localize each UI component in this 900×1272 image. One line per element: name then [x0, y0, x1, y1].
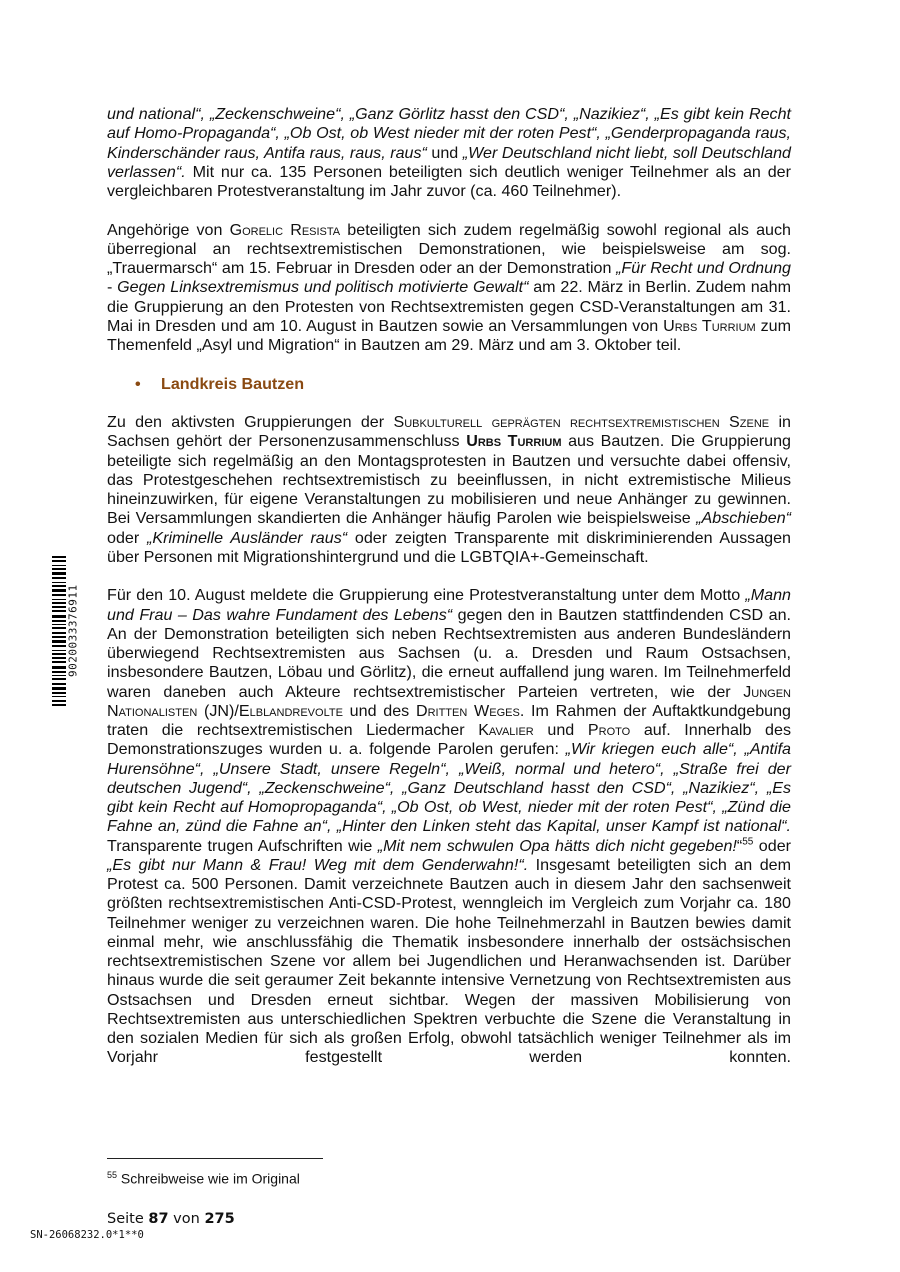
footnote-number: 55	[107, 1170, 118, 1180]
quote-text: Gegen Linksextremismus und politisch motivierte Gewalt“	[117, 278, 529, 297]
scene-name: Subkulturell geprägten rechtsextremistischen Szene	[393, 413, 770, 431]
text-run: (JN)/	[197, 701, 239, 720]
text-run: Zu den aktivsten Gruppierungen der	[107, 413, 394, 431]
page-prefix: Seite	[107, 1211, 149, 1227]
barcode-digits: 9020033376911	[66, 584, 80, 678]
barcode	[52, 556, 66, 706]
text-run: gegen den in Bautzen stattfindenden CSD an. An der Demonstration beteiligten sich neben Rechtsextremisten aus anderen Bundesländern überwiegend Rechtsextremisten aus Sachsen (u. a. Dresden und Raum Ostsachsen, insbesondere Bautzen, Löbau und Görlitz), die erneut auffallend jung waren. Im Teilnehmerfeld waren daneben auch Akteure rechtsextremistischer Parteien vertreten, wie der	[107, 605, 791, 701]
text-run: oder	[107, 528, 147, 547]
section-heading-label: Landkreis Bautzen	[161, 374, 305, 393]
section-heading	[107, 375, 791, 394]
quote-text: „Mit nem schwulen Opa hätts dich nicht gegeben!	[377, 836, 737, 855]
person-name: Kavalier	[478, 721, 534, 739]
text-run: auf. Innerhalb des Demonstrationszuges wurden u. a. folgende Parolen gerufen:	[107, 721, 791, 759]
current-page: 87	[148, 1211, 169, 1227]
text-run: am 22. März in Berlin. Zudem nahm die Gruppierung an den Protesten von Rechtsextremisten gegen CSD-Veranstaltungen am 31. Mai in Dresden und am 10. August in Bautzen sowie an Versammlungen von	[107, 278, 791, 335]
text-run: und	[533, 721, 588, 739]
text-run: und	[426, 143, 463, 162]
quote-text: „Wer Deutschland nicht liebt, soll Deutschland verlassen“.	[107, 143, 791, 181]
text-run: Angehörige von	[107, 220, 230, 239]
text-run: beteiligten sich zudem regelmäßig sowohl regional als auch überregional an rechtsextremistischen Demonstrationen, wie beispielsweise am sog. „Trauermarsch“ am 15. Februar in Dresden oder an der Demonstration	[107, 220, 791, 277]
text-run: oder zeigten Transparente mit diskriminierenden Aussagen über Personen mit Migrationshintergrund und die LGBTQIA+-Gemeinschaft.	[107, 528, 791, 566]
paragraph-1	[107, 105, 791, 201]
quote-text: „Für Recht und Ordnung	[616, 259, 791, 277]
quote-text: „Kriminelle Ausländer raus“	[147, 528, 348, 547]
serial-number: SN-26068232.0*1**0	[30, 1229, 144, 1241]
text-run: . Im Rahmen der Auftaktkundgebung traten die rechtsextremistischen Liedermacher	[107, 701, 791, 739]
text-run: Insgesamt beteiligten sich an dem Protest ca. 500 Personen. Damit verzeichnete Bautzen auch in diesem Jahr den sachsenweit größten rechtsextremistischen Anti-CSD-Protest, wenngleich im Vergleich zum Vorjahr ca. 180 Teilnehmer weniger zu verzeichnen waren. Die hohe Teilnehmerzahl in Bautzen bewies damit einmal mehr, wie anschlussfähig die Thematik insbesondere innerhalb der ostsächsischen rechtsextremistischen Szene vor allem bei Jugendlichen und Heranwachsenden ist. Darüber hinaus wurde die seit geraumer Zeit bekannte intensive Vernetzung von Rechtsextremisten aus Ostsachsen und Dresden erneut sichtbar. Wegen der massiven Mobilisierung von Rechtsextremisten aus unterschiedlichen Spektren verbuchte die Szene die Veranstaltung in den sozialen Medien für sich als großen Erfolg, obwohl tatsächlich weniger Teilnehmer als im Vorjahr festgestellt werden konnten.	[107, 855, 791, 1067]
text-run: aus Bautzen. Die Gruppierung beteiligte sich regelmäßig an den Montagsprotesten in Bautzen und versuchte dabei offensiv, das Protestgeschehen rechtsextremistisch zu beeinflussen, in nicht extremistische Milieus hineinzuwirken, für eigene Veranstaltungen zu mobilisieren und neue Anhänger zu gewinnen. Bei Versammlungen skandierten die Anhänger häufig Parolen wie beispielsweise	[107, 432, 791, 528]
footnote	[107, 1167, 300, 1188]
paragraph-3	[107, 413, 791, 567]
text-run: Für den 10. August meldete die Gruppierung eine Protestveranstaltung unter dem Motto	[107, 586, 746, 605]
organization-name: Urbs Turrium	[466, 432, 562, 451]
text-run: zum Themenfeld „Asyl und Migration“ in Bautzen am 29. März und am 3. Oktober teil.	[107, 316, 791, 354]
text-run: in Sachsen gehört der Personenzusammenschluss	[107, 413, 791, 451]
footnote-text: Schreibweise wie im Original	[117, 1170, 300, 1187]
text-run: -	[107, 278, 118, 297]
organization-name: Jungen Nationalisten	[107, 682, 791, 720]
paragraph-4	[107, 586, 791, 1067]
quote-text: „Es gibt nur Mann & Frau! Weg mit dem Genderwahn!“.	[107, 855, 529, 874]
person-name: Proto	[587, 721, 631, 739]
paragraph-2	[107, 221, 791, 356]
quote-text: „Wir kriegen euch alle“, „Antifa Hurensöhne“, „Unsere Stadt, unsere Regeln“, „Weiß, normal und hetero“, „Straße frei der deutschen Jugend“, „Zeckenschweine“, „Ganz Deutschland hasst den CSD“, „Nazikiez“, „Es gibt kein Recht auf Homopropaganda“, „Ob Ost, ob West, nieder mit der roten Pest“, „Zünd die Fahne an, zünd die Fahne an“, „Hinter den Linken steht das Kapital, unser Kampf ist national“.	[107, 740, 791, 836]
text-run: oder	[753, 836, 792, 855]
organization-name: Dritten Weges	[415, 701, 520, 720]
organization-name: Gorelic Resista	[229, 220, 341, 239]
footnote-divider	[107, 1158, 323, 1159]
body-text	[107, 105, 791, 1087]
text-run: Transparente trugen Aufschriften wie	[107, 836, 378, 855]
quote-text: „Mann und Frau – Das wahre Fundament des Lebens“	[107, 586, 791, 624]
organization-name: Urbs Turrium	[663, 316, 756, 335]
text-run: “	[736, 836, 743, 855]
quote-text: und national“, „Zeckenschweine“, „Ganz Görlitz hasst den CSD“, „Nazikiez“, „Es gibt kein Recht auf Homo-Propaganda“, „Ob Ost, ob West nieder mit der roten Pest“, „Genderpropaganda raus, Kinderschänder raus, Antifa raus, raus, raus“	[107, 105, 791, 162]
organization-name: Elblandrevolte	[238, 701, 343, 720]
text-run: Mit nur ca. 135 Personen beteiligten sich deutlich weniger Teilnehmer als an der vergleichbaren Protestveranstaltung im Jahr zuvor (ca. 460 Teilnehmer).	[107, 162, 791, 200]
text-run: und des	[342, 701, 416, 720]
quote-text: „Abschieben“	[696, 509, 791, 528]
page-number	[107, 1211, 235, 1228]
bullet-icon: •	[135, 374, 141, 393]
total-pages: 275	[204, 1211, 235, 1227]
page-mid: von	[168, 1211, 205, 1227]
footnote-reference[interactable]: 55	[742, 836, 754, 848]
